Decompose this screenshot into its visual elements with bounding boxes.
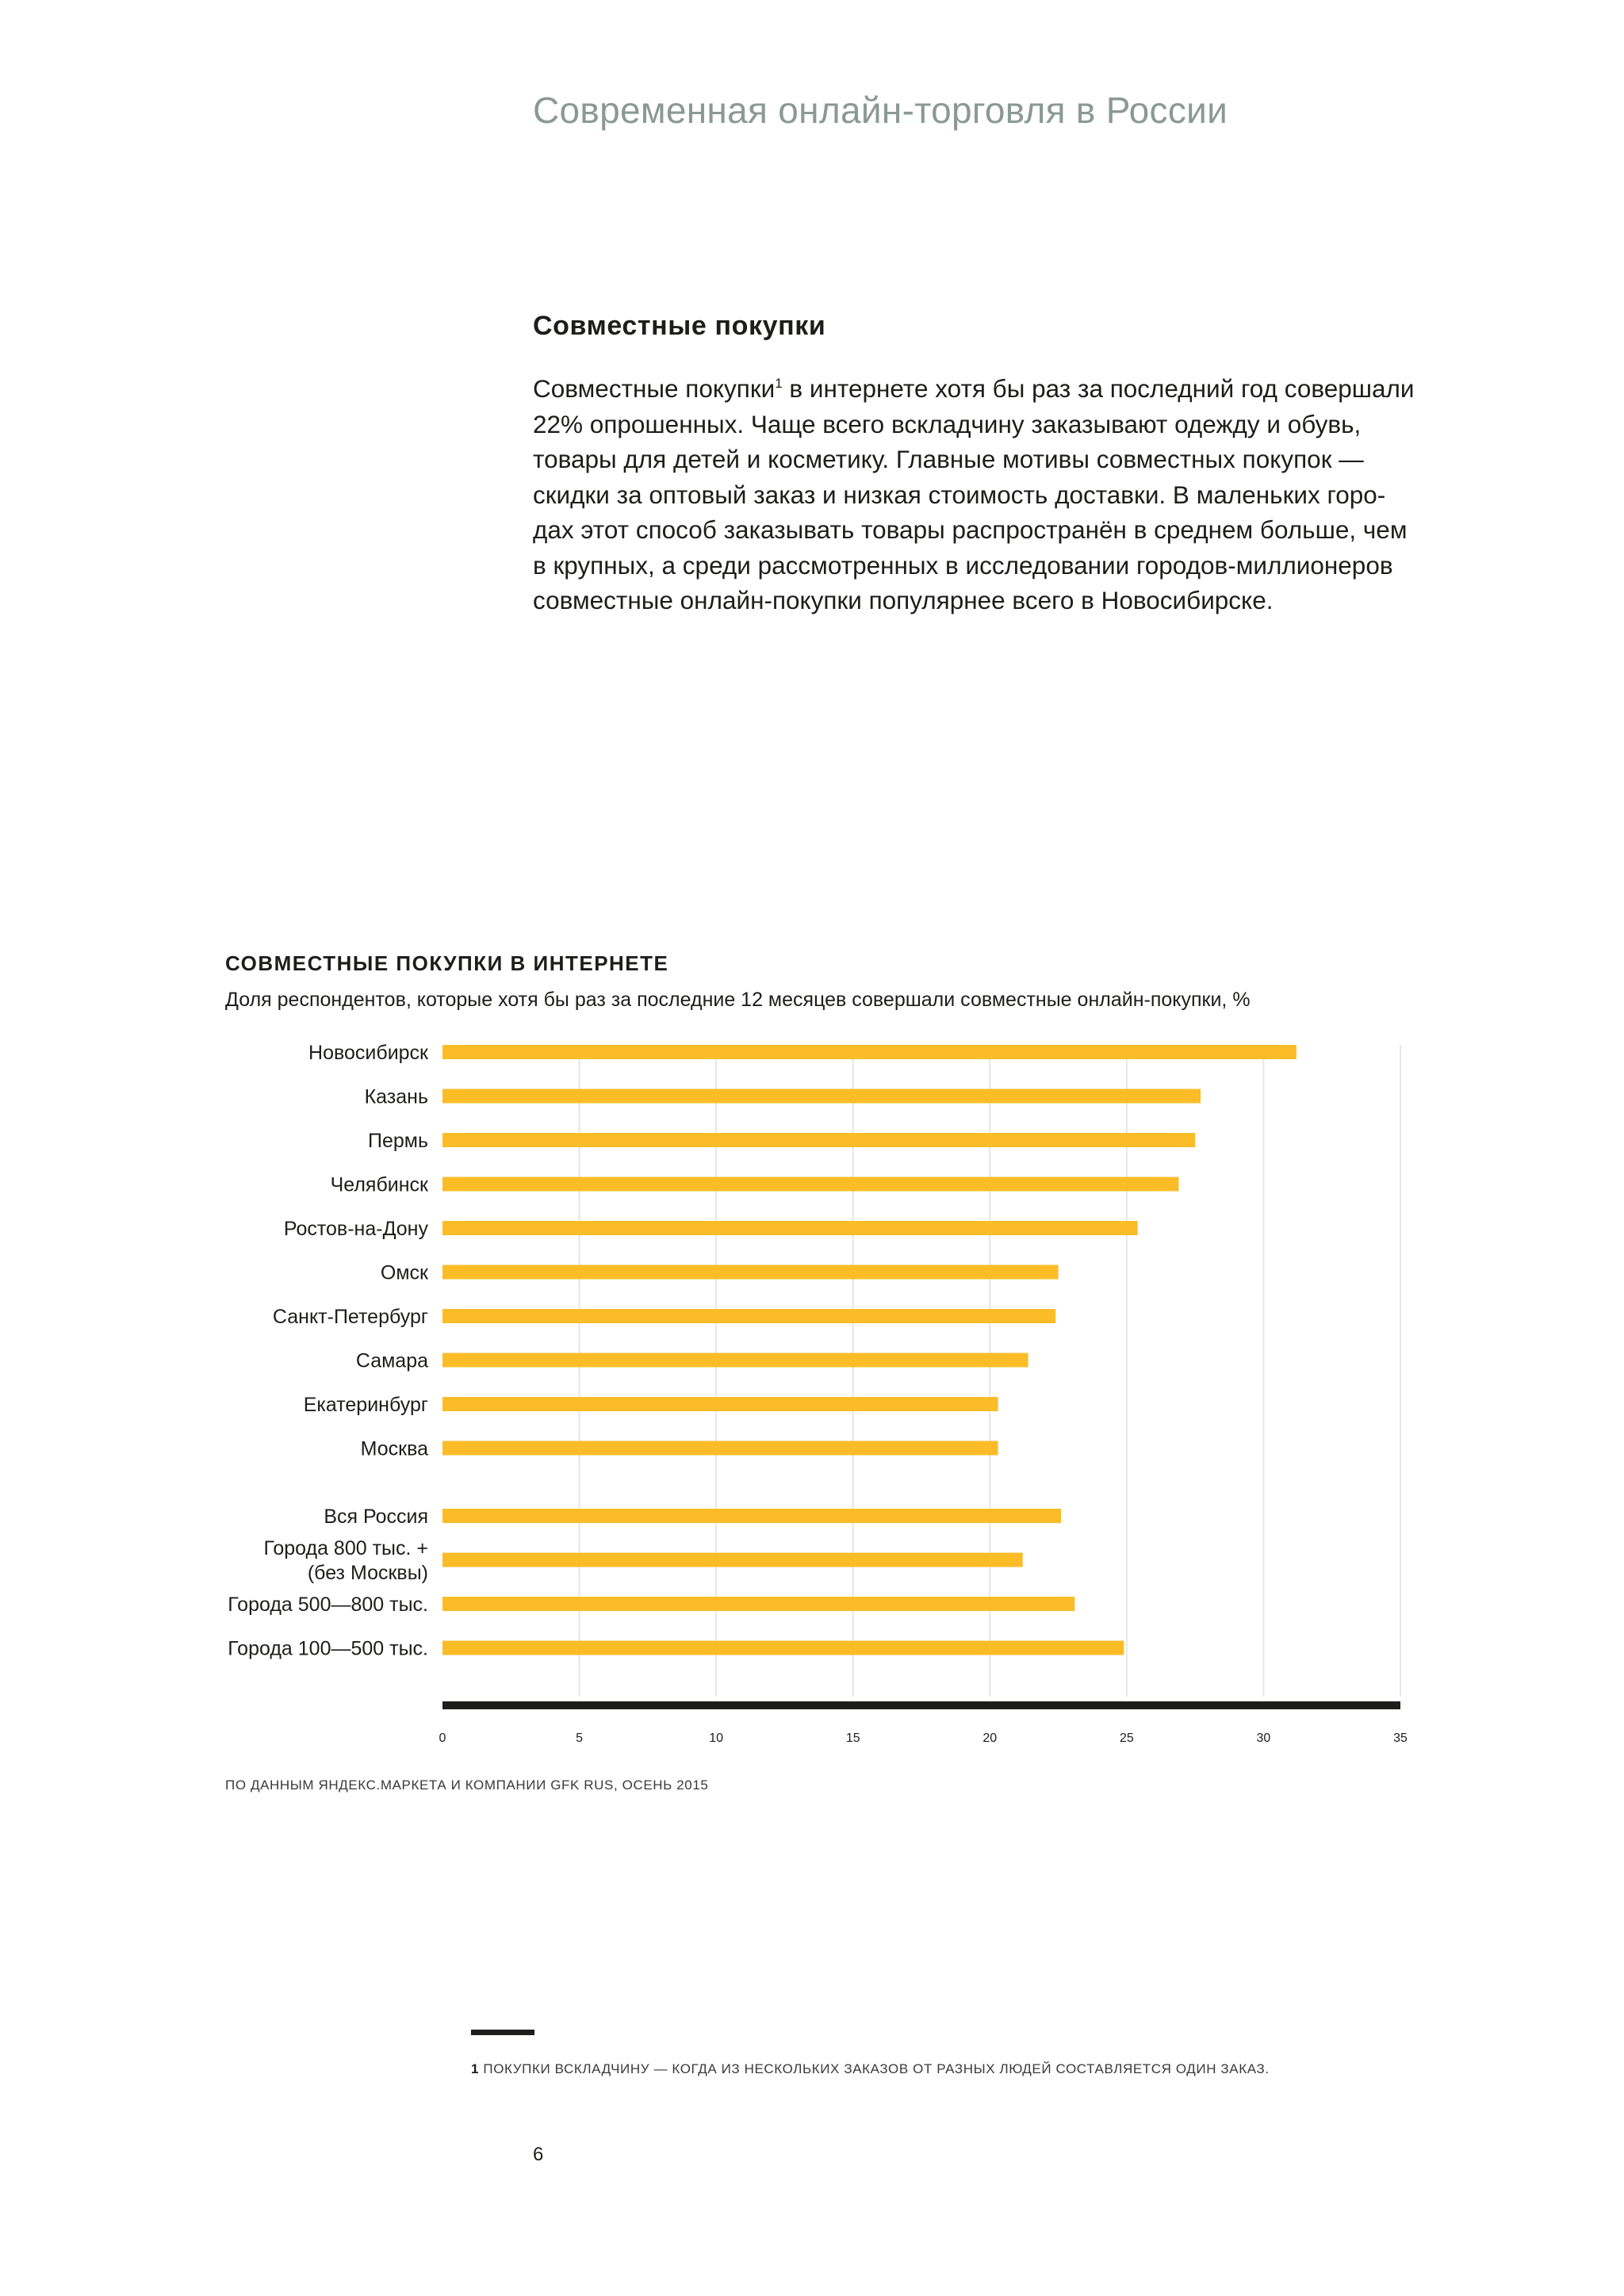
bar: [442, 1397, 998, 1411]
category-label: Москва: [360, 1437, 428, 1460]
intro-line: в крупных, а среди рассмотренных в исследовании городов-миллионеров: [533, 550, 1393, 580]
bar: [442, 1553, 1023, 1567]
category-label: Города 500—800 тыс.: [228, 1594, 428, 1616]
bar: [442, 1089, 1201, 1104]
tick-label: 5: [576, 1732, 584, 1745]
section-title: Совместные покупки: [533, 311, 826, 341]
category-label: Пермь: [368, 1130, 428, 1152]
running-head: Современная онлайн-торговля в России: [533, 90, 1228, 131]
tick-label: 0: [439, 1732, 446, 1745]
bar: [442, 1133, 1195, 1147]
category-label: Города 800 тыс. + (без Москвы): [263, 1537, 428, 1584]
footnote: [471, 2061, 1270, 2077]
chart-subtitle: Доля респондентов, которые хотя бы раз за последние 12 месяцев совершали совместные онлайн-покупки, %: [225, 989, 1251, 1011]
bar: [442, 1177, 1178, 1192]
page-number: 6: [533, 2144, 544, 2165]
intro-line: товары для детей и косметику. Главные мотивы совместных покупок —: [533, 445, 1364, 473]
category-label: Вся Россия: [324, 1506, 428, 1528]
bar: [442, 1641, 1124, 1655]
footnote-number: 1: [471, 2061, 480, 2076]
category-label: Казань: [364, 1085, 428, 1108]
tick-label: 30: [1256, 1732, 1271, 1745]
category-label: Екатеринбург: [303, 1394, 428, 1416]
category-label: Омск: [380, 1261, 428, 1284]
tick-label: 10: [709, 1732, 724, 1745]
intro-line: 22% опрошенных. Чаще всего вскладчину заказывают одежду и обувь,: [533, 409, 1362, 438]
category-label: Новосибирск: [308, 1042, 428, 1064]
tick-label: 20: [982, 1732, 998, 1745]
footnote-ref: 1: [775, 376, 783, 391]
footnote-text: ПОКУПКИ ВСКЛАДЧИНУ — КОГДА ИЗ НЕСКОЛЬКИХ ЗАКАЗОВ ОТ РАЗНЫХ ЛЮДЕЙ СОСТАВЛЯЕТСЯ ОДИН ЗАКАЗ.: [479, 2061, 1270, 2076]
intro-line: совместные онлайн-покупки популярнее всего в Новосибирске.: [533, 586, 1274, 614]
chart-title: СОВМЕСТНЫЕ ПОКУПКИ В ИНТЕРНЕТЕ: [225, 951, 669, 975]
intro-line: Совместные покупки$^1$ в интернете хотя бы раз за последний год совершали: [533, 374, 1415, 403]
category-label: Санкт-Петербург: [272, 1306, 428, 1328]
chart-source: ПО ДАННЫМ ЯНДЕКС.МАРКЕТА И КОМПАНИИ GFK RUS, ОСЕНЬ 2015: [225, 1777, 709, 1793]
bar: [442, 1221, 1138, 1235]
bar: [442, 1353, 1028, 1368]
category-label: Города 100—500 тыс.: [228, 1637, 428, 1660]
tick-label: 25: [1119, 1732, 1134, 1745]
footnote-divider: [471, 2030, 534, 2035]
bar: [442, 1441, 998, 1456]
bar: [442, 1509, 1061, 1523]
intro-line: скидки за оптовый заказ и низкая стоимость доставки. В маленьких горо-: [533, 480, 1386, 509]
bar: [442, 1265, 1059, 1280]
bar: [442, 1045, 1297, 1059]
category-label: Челябинск: [330, 1173, 428, 1196]
intro-line: дах этот способ заказывать товары распространён в среднем больше, чем: [533, 515, 1408, 544]
x-axis: [442, 1701, 1400, 1709]
category-label: Самара: [355, 1349, 428, 1372]
bar: [442, 1309, 1055, 1323]
tick-label: 15: [845, 1732, 860, 1745]
category-label: Ростов-на-Дону: [283, 1218, 428, 1240]
tick-label: 35: [1393, 1732, 1408, 1745]
bar: [442, 1597, 1074, 1611]
